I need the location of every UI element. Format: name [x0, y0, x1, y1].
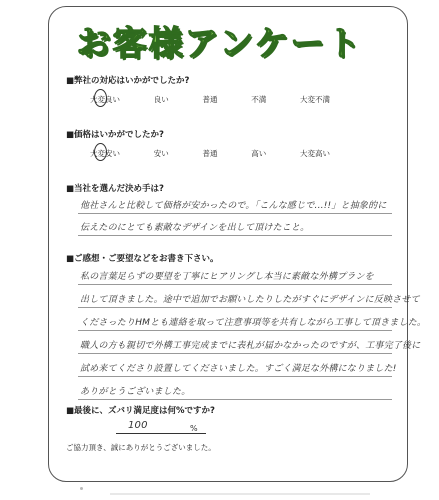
question-2-options: [90, 148, 330, 159]
q4-answer-line-6: ありがとうございました。: [80, 387, 191, 397]
q4-answer-line-2: 出して頂きました。途中で追加でお願いしたりしたがすぐにデザインに反映させて: [80, 295, 420, 305]
q1-option-2: 良い: [153, 95, 169, 104]
q1-option-3: 普通: [202, 95, 218, 104]
q3-answer-line-1: 他社さんと比較して価格が安かったので。「こんな感じで...!!」と抽象的に: [80, 201, 387, 211]
q1-option-1: 大変良い: [90, 94, 120, 105]
page-title: お客様アンケート: [76, 24, 363, 64]
answer-rule: [78, 235, 392, 236]
question-1-options: [90, 94, 330, 105]
q5-answer-unit: %: [190, 424, 198, 433]
question-4-label: ■ご感想・ご要望などをお書き下さい。: [66, 254, 219, 264]
answer-rule: [78, 399, 392, 400]
q2-option-3: 普通: [202, 149, 218, 158]
q2-option-2: 安い: [153, 149, 169, 158]
q2-option-5: 大変高い: [300, 149, 330, 158]
q4-answer-line-1: 私の言葉足らずの要望を丁寧にヒアリングし本当に素敵な外構プランを: [80, 272, 374, 282]
q2-option-4: 高い: [251, 149, 267, 158]
q1-option-5: 大変不満: [300, 95, 330, 104]
q1-option-4: 不満: [251, 95, 267, 104]
selected-circle-mark: [94, 143, 107, 161]
answer-rule: [78, 213, 392, 214]
answer-rule: [78, 353, 392, 354]
decorative-dot: [80, 487, 83, 490]
bottom-divider: [110, 493, 370, 495]
question-2-label: ■価格はいかがでしたか?: [66, 130, 164, 140]
question-1-label: ■弊社の対応はいかがでしたか?: [66, 76, 190, 86]
q4-answer-line-3: くださったりHMとも連絡を取って注意事項等を共有しながら工事して頂きました。: [80, 318, 427, 328]
percentage-underline: [116, 433, 206, 434]
q4-answer-line-5: 試め来てくださり設置してくださいました。すごく満足な外構になりました!: [80, 364, 397, 374]
q4-answer-line-4: 職人の方も親切で外構工事完成までに表札が届かなかったのですが、工事完了後に: [80, 341, 421, 351]
answer-rule: [78, 307, 392, 308]
q2-option-1: 大変安い: [90, 148, 120, 159]
q3-answer-line-2: 伝えたのにとても素敵なデザインを出して頂けたこと。: [80, 223, 310, 233]
q5-answer-value: 100: [128, 420, 148, 431]
selected-circle-mark: [94, 89, 107, 107]
thank-you-note: ご協力頂き、誠にありがとうございました。: [66, 443, 216, 452]
question-5-label: ■最後に、ズバリ満足度は何%ですか?: [66, 406, 215, 416]
question-3-label: ■当社を選んだ決め手は?: [66, 184, 164, 194]
answer-rule: [78, 376, 392, 377]
answer-rule: [78, 330, 392, 331]
answer-rule: [78, 284, 392, 285]
